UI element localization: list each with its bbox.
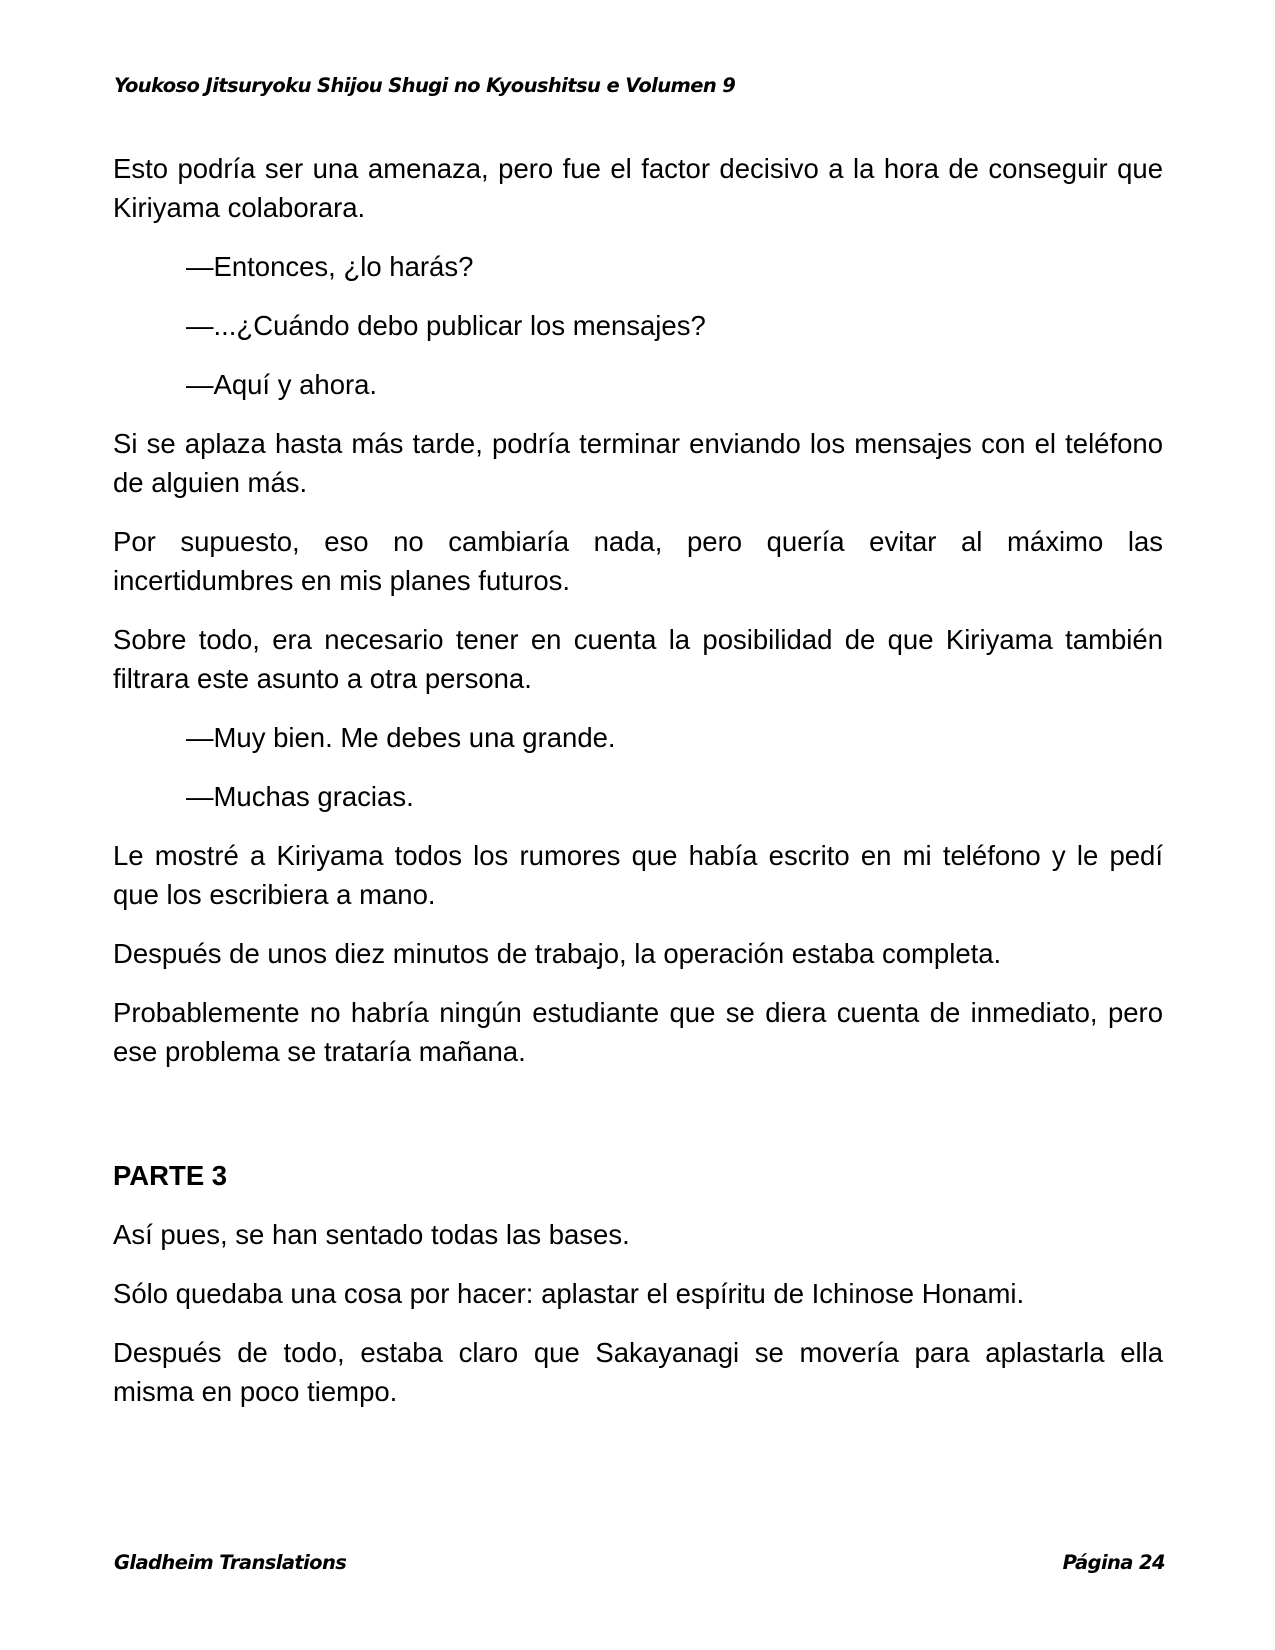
paragraph: Le mostré a Kiriyama todos los rumores que había escrito en mi teléfono y le pedí que los escribiera a mano. <box>113 840 1163 910</box>
dialogue-line: —...¿Cuándo debo publicar los mensajes? <box>186 310 706 341</box>
dialogue-line: —Entonces, ¿lo harás? <box>186 251 474 282</box>
page-body <box>113 149 1163 1431</box>
page-header: Youkoso Jitsuryoku Shijou Shugi no Kyoushitsu e Volumen 9 <box>114 74 736 97</box>
dialogue-line: —Aquí y ahora. <box>186 369 378 400</box>
paragraph: Después de todo, estaba claro que Sakayanagi se movería para aplastarla ella misma en poco tiempo. <box>113 1337 1163 1407</box>
dialogue-line: —Muy bien. Me debes una grande. <box>186 722 616 753</box>
section-heading: PARTE 3 <box>113 1160 228 1191</box>
paragraph: Sólo quedaba una cosa por hacer: aplastar el espíritu de Ichinose Honami. <box>113 1278 1025 1309</box>
paragraph: Después de unos diez minutos de trabajo, la operación estaba completa. <box>113 938 1002 969</box>
paragraph: Por supuesto, eso no cambiaría nada, pero quería evitar al máximo las incertidumbres en mis planes futuros. <box>113 526 1163 596</box>
paragraph: Probablemente no habría ningún estudiante que se diera cuenta de inmediato, pero ese problema se trataría mañana. <box>113 997 1163 1067</box>
footer-credit: Gladheim Translations <box>114 1551 347 1574</box>
page-footer <box>114 1551 1165 1574</box>
page-number: Página 24 <box>1062 1551 1165 1574</box>
paragraph: Sobre todo, era necesario tener en cuenta la posibilidad de que Kiriyama también filtrara este asunto a otra persona. <box>113 624 1163 694</box>
paragraph: Si se aplaza hasta más tarde, podría terminar enviando los mensajes con el teléfono de alguien más. <box>113 428 1163 498</box>
paragraph: Así pues, se han sentado todas las bases. <box>113 1219 630 1250</box>
dialogue-line: —Muchas gracias. <box>186 781 414 812</box>
paragraph: Esto podría ser una amenaza, pero fue el factor decisivo a la hora de conseguir que Kiriyama colaborara. <box>113 153 1163 223</box>
